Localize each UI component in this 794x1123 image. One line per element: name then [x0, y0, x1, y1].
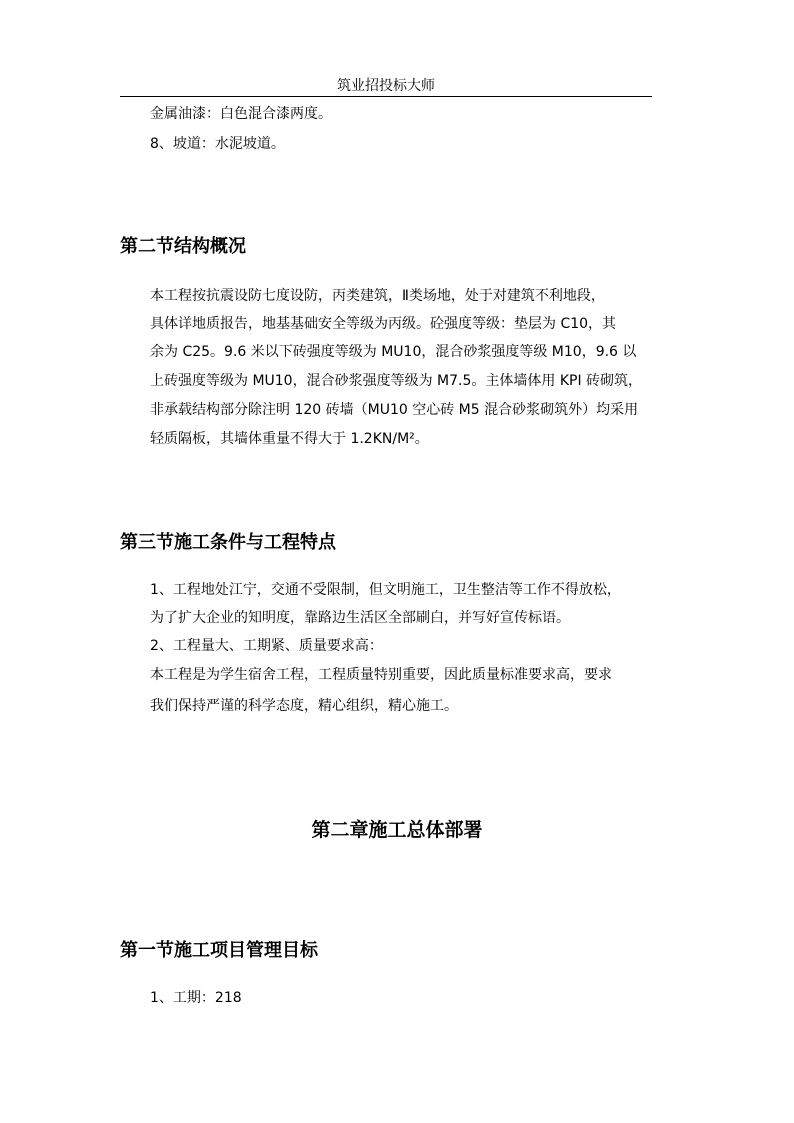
paragraph-line: 金属油漆：白色混合漆两度。	[150, 106, 332, 122]
paragraph-line: 1、工程地处江宁，交通不受限制，但文明施工，卫生整洁等工作不得放松，	[150, 582, 621, 598]
section-heading: 第二节结构概况	[120, 236, 246, 257]
header-title: 筑业招投标大师	[337, 78, 435, 94]
chapter-heading: 第二章施工总体部署	[311, 819, 483, 841]
paragraph-line: 1、工期：218	[150, 990, 242, 1006]
header-divider	[120, 96, 652, 97]
paragraph-line: 本工程是为学生宿舍工程，工程质量特别重要，因此质量标准要求高，要求	[150, 667, 612, 683]
paragraph-line: 非承载结构部分除注明 120 砖墙（MU10 空心砖 M5 混合砂浆砌筑外）均采用	[150, 402, 639, 418]
paragraph-line: 具体详地质报告，地基基础安全等级为丙级。砼强度等级：垫层为 C10，其	[150, 316, 617, 332]
section-heading: 第三节施工条件与工程特点	[120, 532, 336, 553]
paragraph-line: 为了扩大企业的知明度，靠路边生活区全部刷白，并写好宣传标语。	[150, 610, 570, 626]
section-heading: 第一节施工项目管理目标	[120, 940, 318, 961]
paragraph-line: 本工程按抗震设防七度设防，丙类建筑，Ⅱ类场地，处于对建筑不利地段，	[150, 288, 605, 304]
paragraph-line: 2、工程量大、工期紧、质量要求高：	[150, 638, 383, 654]
paragraph-line: 余为 C25。9.6 米以下砖强度等级为 MU10，混合砂浆强度等级 M10，9.6 以	[150, 344, 637, 360]
paragraph-line: 轻质隔板，其墙体重量不得大于 1.2KN/M²。	[150, 431, 429, 447]
paragraph-line: 8、坡道：水泥坡道。	[150, 136, 285, 152]
paragraph-line: 上砖强度等级为 MU10，混合砂浆强度等级为 M7.5。主体墙体用 KPI 砖砌筑，	[150, 373, 643, 389]
paragraph-line: 我们保持严谨的科学态度，精心组织，精心施工。	[150, 698, 458, 714]
